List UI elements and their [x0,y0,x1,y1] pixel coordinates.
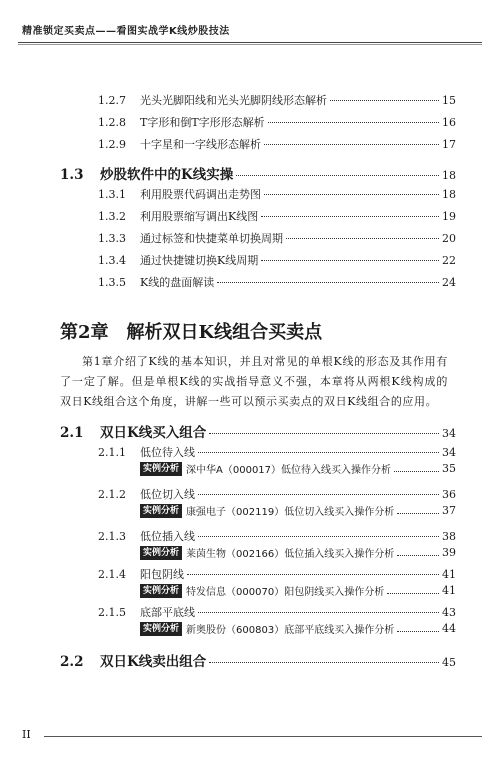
case-study-title: 特发信息（000070）阳包阴线买入操作分析 [186,587,385,598]
toc-entry-2-1-4[interactable] [98,566,456,582]
toc-entry-title: 底部平底线 [140,606,195,619]
toc-entry-page: 34 [442,446,456,459]
toc-entry-title: 低位切入线 [140,488,195,501]
case-study-entry[interactable] [140,545,456,560]
toc-section-page: 34 [442,427,456,440]
toc-entry-title: 低位插入线 [140,530,195,543]
toc-entry-2-1-2[interactable] [98,486,456,502]
toc-entry-1-2-8[interactable] [98,114,456,130]
leader-dots [394,471,439,472]
toc-section-title: 炒股软件中的K线实操 [100,167,234,183]
case-study-title: 新奥股份（600803）底部平底线买入操作分析 [186,625,395,636]
toc-entry-number: 2.1.5 [98,606,126,619]
leader-dots [198,452,439,453]
case-study-page: 44 [442,622,456,635]
case-study-title: 莱茵生物（002166）低位插入线买入操作分析 [186,549,395,560]
toc-entry-title: 通过标签和快捷菜单切换周期 [140,232,283,245]
leader-dots [209,662,439,663]
case-study-entry[interactable] [140,583,456,598]
toc-entry-title: 利用股票缩写调出K线图 [140,210,259,223]
toc-entry-page: 41 [442,568,456,581]
toc-entry-title: 利用股票代码调出走势图 [140,188,261,201]
toc-entry-number: 2.1.1 [98,446,126,459]
leader-dots [198,612,439,613]
case-study-badge: 实例分析 [140,584,182,598]
case-study-page: 37 [442,504,456,517]
toc-entry-title: 通过快捷键切换K线周期 [140,254,259,267]
page-number: II [22,728,31,741]
toc-entry-page: 24 [442,276,456,289]
toc-entry-number: 1.3.4 [98,254,126,267]
toc-entry-page: 16 [442,116,456,129]
toc-entry-number: 1.3.2 [98,210,126,223]
case-study-entry[interactable] [140,621,456,636]
toc-section-page: 45 [442,656,456,669]
toc-entry-page: 15 [442,94,456,107]
leader-dots [264,194,439,195]
toc-entry-1-2-9[interactable] [98,136,456,152]
leader-dots [217,282,439,283]
leader-dots [261,260,439,261]
toc-entry-1-2-7[interactable] [98,92,456,108]
toc-entry-page: 17 [442,138,456,151]
leader-dots [397,631,439,632]
toc-section-number: 1.3 [60,167,84,183]
toc-entry-title: 光头光脚阳线和光头光脚阴线形态解析 [140,94,327,107]
running-head: 精准锁定买卖点——看图实战学K线炒股技法 [22,26,230,37]
toc-section-number: 2.2 [60,654,84,670]
case-study-badge: 实例分析 [140,504,182,518]
case-study-badge: 实例分析 [140,462,182,476]
toc-entry-1-3-3[interactable] [98,230,456,246]
chapter-intro: 第1章介绍了K线的基本知识，并且对常见的单根K线的形态及其作用有了一定了解。但是单根K线的实战指导意义不强，本章将从两根K线构成的双日K线组合这个角度，讲解一些可以预示买卖点的双日K线组合的应用。 [60,355,448,408]
toc-entry-title: 十字星和一字线形态解析 [140,138,261,151]
toc-entry-page: 38 [442,530,456,543]
leader-dots [209,433,439,434]
case-study-title: 深中华A（000017）低位待入线买入操作分析 [186,465,392,476]
leader-dots [330,100,439,101]
leader-dots [387,593,439,594]
leader-dots [286,238,439,239]
leader-dots [268,122,439,123]
toc-section-title: 双日K线买入组合 [100,425,207,441]
toc-entry-page: 43 [442,606,456,619]
leader-dots [187,574,439,575]
toc-section-2-1[interactable] [60,421,456,441]
toc-section-number: 2.1 [60,425,84,441]
toc-entry-1-3-2[interactable] [98,208,456,224]
toc-entry-number: 1.2.9 [98,138,126,151]
case-study-page: 35 [442,462,456,475]
toc-section-title: 双日K线卖出组合 [100,654,207,670]
toc-entry-number: 2.1.4 [98,568,126,581]
case-study-badge: 实例分析 [140,546,182,560]
toc-entry-number: 1.3.1 [98,188,126,201]
toc-entry-number: 1.2.7 [98,94,126,107]
toc-entry-number: 1.3.3 [98,232,126,245]
case-study-title: 康强电子（002119）低位切入线买入操作分析 [186,507,395,518]
leader-dots [236,175,439,176]
case-study-page: 39 [442,546,456,559]
toc-entry-page: 19 [442,210,456,223]
leader-dots [198,494,439,495]
chapter-number: 第2章 [60,322,109,343]
toc-entry-number: 2.1.2 [98,488,126,501]
toc-entry-number: 1.3.5 [98,276,126,289]
case-study-entry[interactable] [140,461,456,476]
toc-entry-title: K线的盘面解读 [140,276,215,289]
footer-rule [44,736,482,737]
toc-entry-page: 22 [442,254,456,267]
toc-entry-title: T字形和倒T字形形态解析 [140,116,265,129]
toc-entry-1-3-5[interactable] [98,274,456,290]
leader-dots [198,536,439,537]
toc-entry-title: 阳包阴线 [140,568,184,581]
toc-section-1-3[interactable] [60,163,456,183]
toc-entry-2-1-1[interactable] [98,444,456,460]
toc-entry-number: 1.2.8 [98,116,126,129]
leader-dots [264,144,439,145]
toc-entry-page: 36 [442,488,456,501]
toc-entry-2-1-5[interactable] [98,604,456,620]
case-study-badge: 实例分析 [140,622,182,636]
leader-dots [261,216,439,217]
leader-dots [397,555,439,556]
toc-entry-number: 2.1.3 [98,530,126,543]
toc-entry-1-3-4[interactable] [98,252,456,268]
chapter-heading [60,318,322,344]
chapter-title: 解析双日K线组合买卖点 [126,322,323,343]
toc-entry-title: 低位待入线 [140,446,195,459]
header-rule [18,42,482,43]
toc-entry-2-1-3[interactable] [98,528,456,544]
toc-section-2-2[interactable] [60,650,456,670]
toc-entry-page: 20 [442,232,456,245]
header-rule-thin [18,44,482,45]
leader-dots [397,513,439,514]
case-study-entry[interactable] [140,503,456,518]
toc-entry-page: 18 [442,188,456,201]
toc-section-page: 18 [442,169,456,182]
toc-entry-1-3-1[interactable] [98,186,456,202]
case-study-page: 41 [442,584,456,597]
